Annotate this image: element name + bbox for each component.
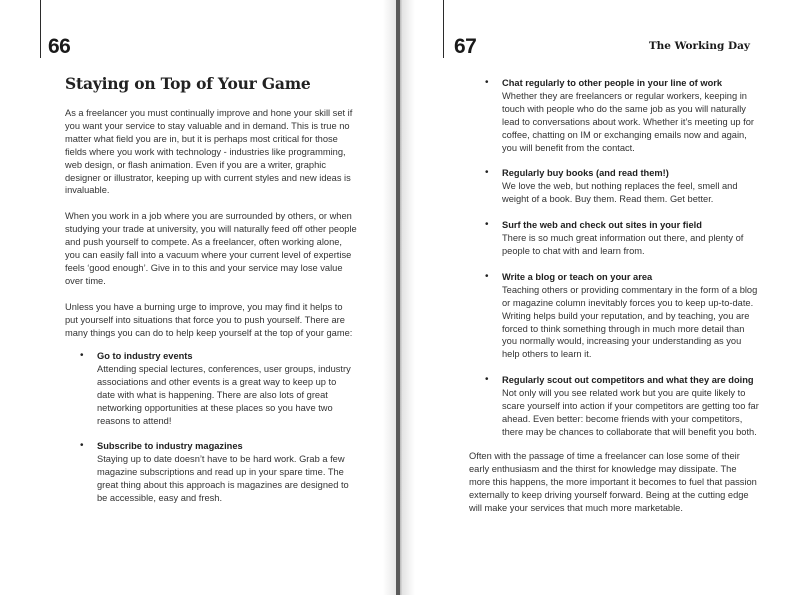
paragraph: Unless you have a burning urge to improve, you may find it helps to put yourself into situations that force you to push yourself. There are many things you can do to help keep yourself at the top of your game: (65, 301, 353, 338)
bullet-icon: • (80, 350, 84, 361)
bullet-heading: Write a blog or teach on your area (502, 271, 653, 282)
bullet-text: Not only will you see related work but you are quite likely to scare yourself into action if your competitors are getting too far ahead. Even better: become friends with your competitors, there may be chances to collaborate that will benefit you both. (502, 388, 759, 437)
body-text (469, 450, 759, 528)
list-item (80, 350, 355, 427)
bullet-text: Whether they are freelancers or regular workers, keeping in touch with people who do the same job as you will naturally lead to conversations about work. Whether it’s meeting up for coffee, chatting on IM or exchanging emails now and again, you will benefit from the contact. (502, 90, 755, 153)
bullet-text: We love the web, but nothing replaces the feel, smell and weight of a book. Buy them. Read them. Get better. (502, 181, 738, 205)
paragraph: When you work in a job where you are surrounded by others, or when studying your trade at university, you will naturally feed off other people and push yourself to compete. As a freelancer, often working alone, you can easily fall into a vacuum where your current level of expertise feels ‘good enough’. Give in to this and your service may lose value over time. (65, 211, 357, 286)
bullet-icon: • (485, 77, 489, 88)
paragraph: As a freelancer you must continually improve and hone your skill set if you want your service to stay valuable and in demand. This is true no matter what field you are in, but it is perhaps most critical for those fields where you work with technology - industries like programming, web design, or flash animation. Even if you are a writer, graphic designer or illustrator, keeping up with current styles and new ideas is invaluable. (65, 108, 353, 196)
list-item (485, 77, 760, 154)
list-item (485, 219, 760, 258)
bullet-list (80, 350, 355, 518)
left-page (0, 0, 397, 595)
closing-paragraph: Often with the passage of time a freelancer can lose some of their early enthusiasm and the thirst for knowledge may dissipate. The more this happens, the more important it becomes to fuel that passion externally to keep driving yourself forward. Being at the cutting edge will make your services that much more marketable. (469, 451, 757, 513)
bullet-list (485, 77, 760, 452)
page-rule (40, 0, 41, 58)
bullet-text: Attending special lectures, conferences, user groups, industry associations and other events is a great way to keep up to date with what is happening. There are also lots of great networking opportunities at these places so you have two reasons to attend! (97, 363, 351, 426)
bullet-text: Teaching others or providing commentary in the form of a blog or magazine column inevitably forces you to keep up-to-date. Writing helps build your reputation, and by teaching, you are forced to think something through in much more detail than you normally would, increasing your understanding as you help others to learn it. (502, 284, 758, 360)
bullet-icon: • (80, 440, 84, 452)
page-rule (443, 0, 444, 58)
bullet-icon: • (485, 374, 489, 386)
running-header: The Working Day (648, 40, 750, 52)
bullet-icon: • (485, 219, 489, 231)
bullet-heading: Regularly buy books (and read them!) (502, 168, 669, 179)
bullet-text: Staying up to date doesn’t have to be hard work. Grab a few magazine subscriptions and read up in your spare time. The great thing about this approach is magazines are designed to be accessible, easy and fresh. (97, 454, 349, 504)
bullet-heading: Subscribe to industry magazines (97, 441, 243, 452)
right-page (403, 0, 800, 595)
list-item (485, 271, 760, 361)
list-item (80, 440, 355, 505)
bullet-icon: • (485, 167, 489, 179)
bullet-heading: Regularly scout out competitors and what they are doing (502, 375, 754, 386)
page-number: 67 (454, 35, 477, 58)
list-item (485, 167, 760, 206)
body-text (65, 107, 357, 353)
page-number: 66 (48, 35, 71, 58)
bullet-icon: • (485, 270, 489, 282)
bullet-heading: Surf the web and check out sites in your field (502, 220, 702, 231)
section-title: Staying on Top of Your Game (65, 74, 311, 93)
bullet-heading: Go to industry events (97, 351, 193, 361)
list-item (485, 374, 760, 439)
bullet-heading: Chat regularly to other people in your line of work (502, 78, 723, 88)
bullet-text: There is so much great information out there, and plenty of people to chat with and learn from. (502, 233, 744, 256)
